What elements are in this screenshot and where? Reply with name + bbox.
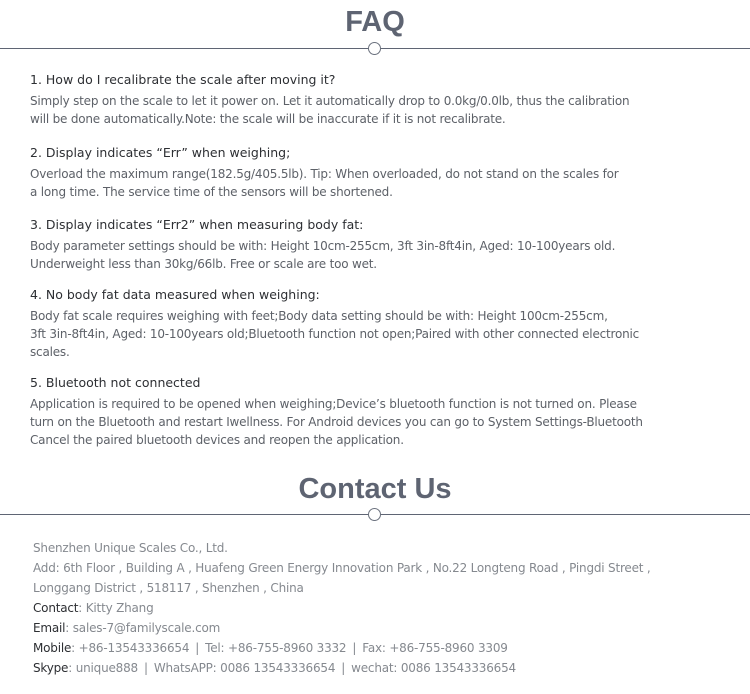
messaging-line [33, 658, 733, 678]
faq-item [30, 375, 730, 449]
faq-answer: Simply step on the scale to let it power on. Let it automatically drop to 0.0kg/0.0lb, thus the calibration will be done automatically.Note: the scale will be inaccurate if it is not recalibrate. [30, 94, 630, 126]
contact-heading: Contact Us [298, 473, 452, 505]
fax-value: Fax: +86-755-8960 3309 [362, 641, 508, 655]
tel-value: Tel: +86-755-8960 3332 [205, 641, 347, 655]
faq-item [30, 72, 730, 128]
email-line [33, 618, 733, 638]
skype-label: Skype [33, 661, 69, 675]
separator: | [195, 641, 200, 655]
contact-details [33, 538, 733, 678]
mobile-value: : +86-13543336654 [71, 641, 190, 655]
contact-person [33, 598, 733, 618]
faq-question: 4. No body fat data measured when weighing: [30, 287, 320, 302]
faq-question: 3. Display indicates “Err2” when measuring body fat: [30, 217, 364, 232]
faq-item [30, 287, 730, 361]
contact-label: Contact [33, 601, 79, 615]
address-line: Add: 6th Floor , Building A , Huafeng Green Energy Innovation Park , No.22 Longteng Road , Pingdi Street , [33, 561, 651, 575]
wechat-value: wechat: 0086 13543336654 [351, 661, 516, 675]
phone-line [33, 638, 733, 658]
separator: | [143, 661, 148, 675]
skype-value: : unique888 [68, 661, 138, 675]
faq-item [30, 145, 730, 201]
address-line: Longgang District , 518117 , Shenzhen , China [33, 581, 304, 595]
faq-question: 5. Bluetooth not connected [30, 375, 201, 390]
faq-question: 2. Display indicates “Err” when weighing; [30, 145, 291, 160]
company-name: Shenzhen Unique Scales Co., Ltd. [33, 541, 228, 555]
separator: | [341, 661, 346, 675]
contact-value: : Kitty Zhang [78, 601, 154, 615]
faq-answer: Body parameter settings should be with: Height 10cm-255cm, 3ft 3in-8ft4in, Aged: 10-100years old. Underweight less than 30kg/66lb. Free or scale are too wet. [30, 239, 616, 271]
whatsapp-value: WhatsAPP: 0086 13543336654 [153, 661, 336, 675]
email-link[interactable]: : sales-7@familyscale.com [65, 621, 221, 635]
faq-item [30, 217, 730, 273]
mobile-label: Mobile [33, 641, 72, 655]
faq-answer: Application is required to be opened when weighing;Device’s bluetooth function is not turned on. Please turn on the Bluetooth and restart Iwellness. For Android devices you can go to System Settings-Bluetooth Cancel the paired bluetooth devices and reopen the application. [30, 397, 643, 447]
faq-answer: Overload the maximum range(182.5g/405.5lb). Tip: When overloaded, do not stand on the scales for a long time. The service time of the sensors will be shortened. [30, 167, 619, 199]
divider-circle-icon [368, 508, 381, 521]
faq-question: 1. How do I recalibrate the scale after moving it? [30, 72, 336, 87]
email-label: Email [33, 621, 66, 635]
divider-circle-icon [368, 42, 381, 55]
faq-answer: Body fat scale requires weighing with feet;Body data setting should be with: Height 100cm-255cm, 3ft 3in-8ft4in, Aged: 10-100years old;Bluetooth function not open;Paired with other connected electronic scales. [30, 309, 640, 359]
separator: | [352, 641, 357, 655]
faq-heading: FAQ [345, 6, 405, 38]
